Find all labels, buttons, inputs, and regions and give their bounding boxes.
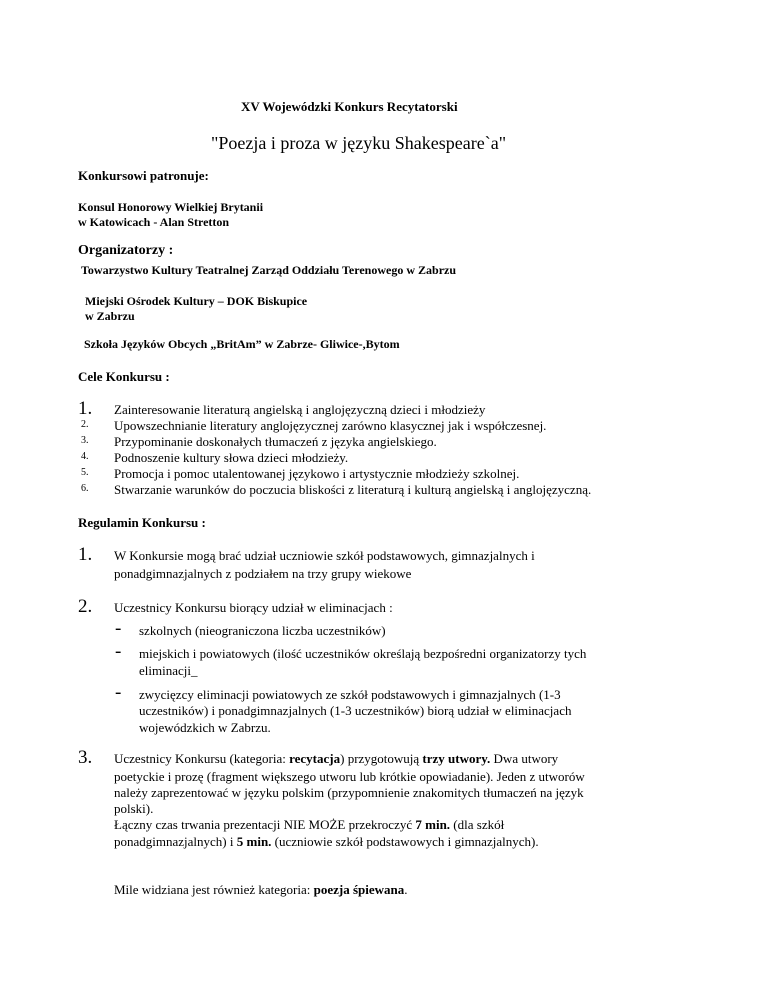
goal-text: Promocja i pomoc utalentowanej językowo i artystycznie młodzieży szkolnej. — [114, 466, 520, 481]
rule-2-sub-2-line-1: miejskich i powiatowych (ilość uczestników określają bezpośredni organizatorzy tych — [139, 646, 587, 661]
goal-number: 4. — [81, 451, 89, 462]
rule-3-line-2: poetyckie i prozę (fragment większego utworu lub krótkie opowiadanie). Jeden z utworów — [114, 769, 585, 784]
organizer-1: Towarzystwo Kultury Teatralnej Zarząd Oddziału Terenowego w Zabrzu — [81, 263, 457, 277]
three-pieces: trzy utwory. — [422, 751, 491, 766]
contest-edition: XV Wojewódzki Konkurs Recytatorski — [241, 99, 458, 114]
category-recitation: recytacja — [289, 751, 341, 766]
extra-category-note — [114, 881, 408, 898]
goal-text: Podnoszenie kultury słowa dzieci młodzieży. — [114, 450, 349, 465]
patron-heading: Konkursowi patronuje: — [78, 168, 209, 183]
rule-3-text: ) przygotowują — [340, 751, 423, 766]
organizer-3: Szkoła Języków Obcych „BritAm” w Zabrze- Gliwice-,Bytom — [84, 337, 400, 351]
contest-title: "Poezja i proza w języku Shakespeare`a" — [211, 133, 507, 153]
time-limit-7: 7 min. — [415, 817, 451, 832]
rule-3-line-1 — [114, 750, 558, 767]
rule-2-dash: - — [115, 682, 122, 703]
goal-text: Upowszechnianie literatury anglojęzycznej zarówno klasycznej jak i współczesnej. — [114, 418, 547, 433]
rule-2-dash: - — [115, 618, 122, 639]
goal-number: 6. — [81, 483, 89, 494]
rule-1-number: 1. — [78, 544, 93, 565]
rule-3-line-5 — [114, 816, 504, 833]
patron-line-2: w Katowicach - Alan Stretton — [78, 215, 230, 229]
category-sung-poetry: poezja śpiewana — [313, 882, 405, 897]
rule-2-sub-3-line-1: zwycięzcy eliminacji powiatowych ze szkół podstawowych i gimnazjalnych (1-3 — [139, 687, 561, 702]
rule-3-line-6 — [114, 833, 539, 850]
organizer-2-line-1: Miejski Ośrodek Kultury – DOK Biskupice — [85, 294, 308, 308]
organizer-2-line-2: w Zabrzu — [85, 309, 135, 323]
rule-3-text: Dwa utwory — [490, 751, 559, 766]
time-limit-5: 5 min. — [236, 834, 272, 849]
goal-text: Stwarzanie warunków do poczucia bliskości z literaturą i kulturą angielską i anglojęzyczną. — [114, 482, 592, 497]
rule-3-text: (uczniowie szkół podstawowych i gimnazjalnych). — [271, 834, 539, 849]
extra-text: Mile widziana jest również kategoria: — [114, 882, 314, 897]
rule-2-sub-3-line-2: uczestników) i ponadgimnazjalnych (1-3 uczestników) biorą udział w eliminacjach — [139, 703, 572, 718]
rule-3-line-3: należy zaprezentować w języku polskim (przypomnienie znakomitych tłumaczeń na język — [114, 785, 584, 800]
goal-number: 3. — [81, 435, 89, 446]
rules-heading: Regulamin Konkursu : — [78, 515, 206, 530]
rule-2-sub-1: szkolnych (nieograniczona liczba uczestników) — [139, 623, 386, 638]
rule-2-sub-2-line-2: eliminacji_ — [139, 663, 198, 678]
goal-number: 5. — [81, 467, 89, 478]
goal-number: 2. — [81, 419, 89, 430]
rule-3-text: ponadgimnazjalnych) i — [114, 834, 237, 849]
rule-2-sub-3-line-3: wojewódzkich w Zabrzu. — [139, 720, 271, 735]
extra-text: . — [404, 882, 408, 897]
goals-heading: Cele Konkursu : — [78, 369, 170, 384]
patron-line-1: Konsul Honorowy Wielkiej Brytanii — [78, 200, 264, 214]
rule-2-intro: Uczestnicy Konkursu biorący udział w eliminacjach : — [114, 600, 393, 615]
rule-3-number: 3. — [78, 747, 93, 768]
rule-3-text: (dla szkół — [450, 817, 505, 832]
organizers-heading: Organizatorzy : — [78, 243, 174, 258]
rule-2-number: 2. — [78, 596, 93, 617]
goal-text: Przypominanie doskonałych tłumaczeń z języka angielskiego. — [114, 434, 437, 449]
goal-number: 1. — [78, 398, 93, 419]
rule-2-dash: - — [115, 641, 122, 662]
goal-text: Zainteresowanie literaturą angielską i anglojęzyczną dzieci i młodzieży — [114, 402, 486, 417]
rule-1-line-1: W Konkursie mogą brać udział uczniowie szkół podstawowych, gimnazjalnych i — [114, 548, 535, 563]
rule-3-line-4: polski). — [114, 801, 154, 816]
rule-3-text: Łączny czas trwania prezentacji NIE MOŻE przekroczyć — [114, 817, 416, 832]
rule-3-text: Uczestnicy Konkursu (kategoria: — [114, 751, 290, 766]
rule-1-line-2: ponadgimnazjalnych z podziałem na trzy grupy wiekowe — [114, 566, 412, 581]
